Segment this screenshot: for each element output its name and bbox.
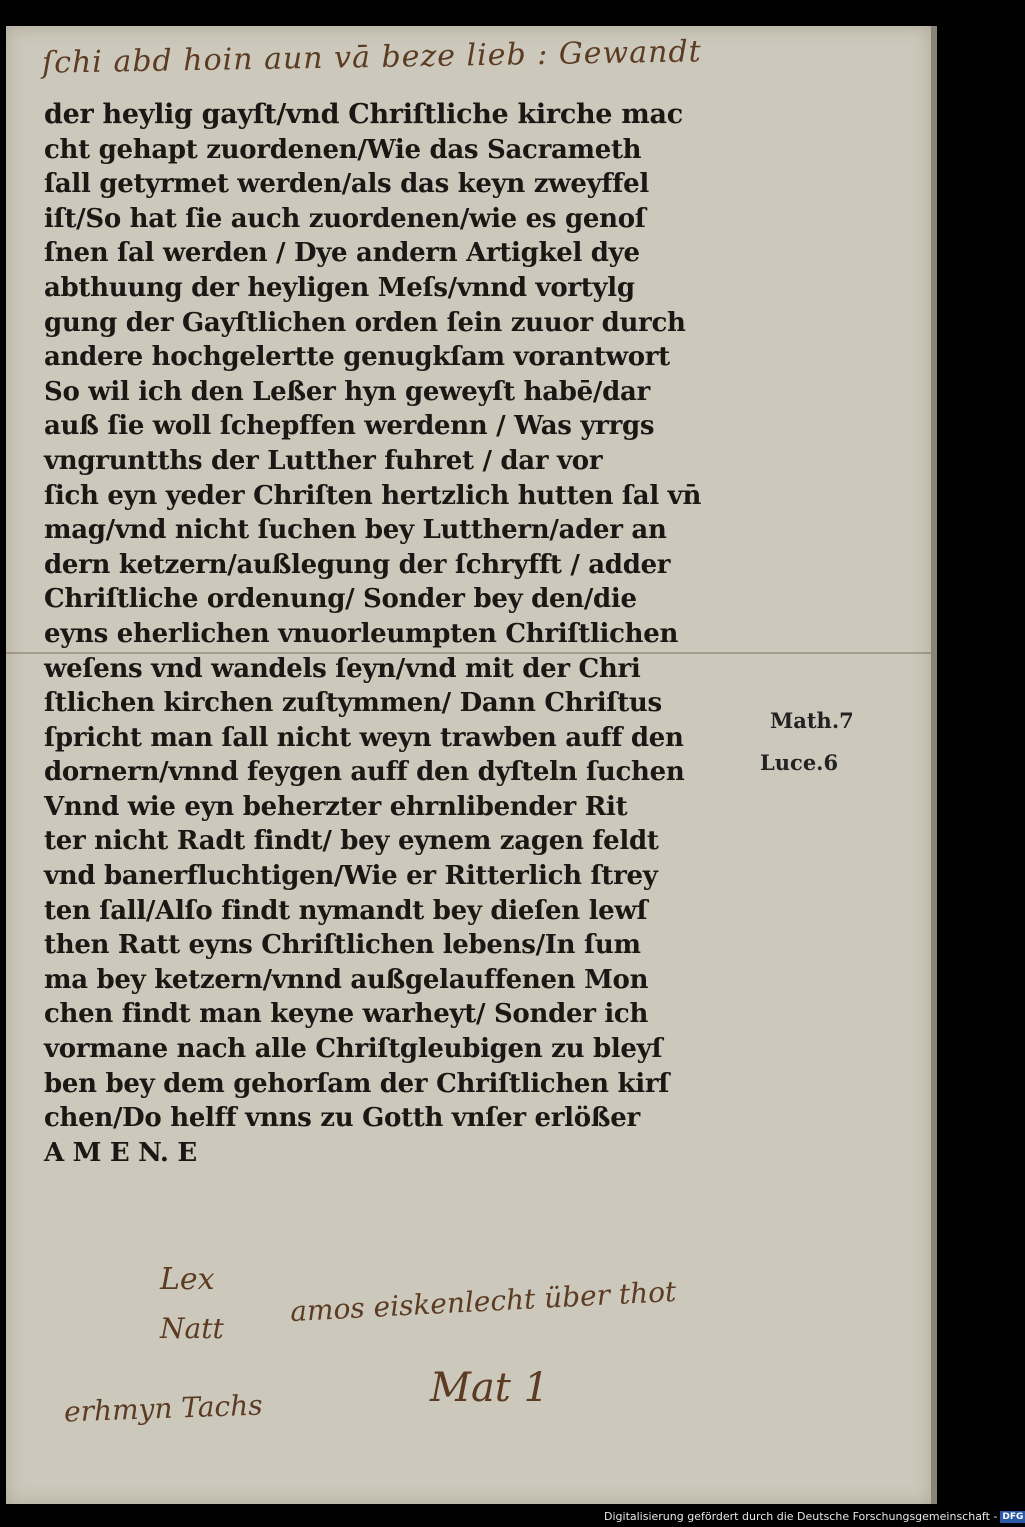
text-line: ma bey ketzern/vnnd außgelauffenen Mon: [44, 964, 649, 995]
text-line: Vnnd wie eyn beherzter ehrnlibender Rit: [44, 791, 628, 822]
handwritten-note-top: ſchi abd hoin aun vā beze lieb : Gewandt: [41, 34, 702, 81]
handwritten-note-bottom: amos eiskenlecht über thot: [289, 1274, 678, 1329]
handwritten-note-bottom: Natt: [160, 1312, 224, 1345]
text-line: chen/Do helff vnns zu Gotth vnſer erlößer: [44, 1103, 640, 1134]
text-line: mag/vnd nicht ſuchen bey Lutthern/ader an: [44, 515, 667, 546]
text-line: ſich eyn yeder Chriſten hertzlich hutten ſal vn̄: [44, 480, 702, 511]
text-line: A M E N. E: [44, 1137, 197, 1168]
text-line: abthuung der heyligen Meſs/vnnd vortylg: [44, 272, 635, 303]
marginal-reference: Math.7: [770, 708, 854, 733]
text-line: der heylig gayſt/vnd Chriſtliche kirche mac: [44, 99, 683, 130]
text-line: auß ſie woll ſchepffen werdenn / Was yrrgs: [44, 411, 655, 442]
text-line: iſt/So hat ſie auch zuordenen/wie es genoſ: [44, 203, 646, 234]
text-line: then Ratt eyns Chriſtlichen lebens/In ſum: [44, 930, 641, 961]
marginal-reference: Luce.6: [760, 750, 839, 775]
text-line: gung der Gayſtlichen orden ſein zuuor durch: [44, 307, 686, 338]
footer-text: Digitalisierung gefördert durch die Deutsche Forschungsgemeinschaft -: [604, 1510, 998, 1523]
text-line: ter nicht Radt findt/ bey eynem zagen feldt: [44, 826, 659, 857]
text-line: cht gehapt zuordenen/Wie das Sacrameth: [44, 134, 642, 165]
handwritten-note-bottom: Mat 1: [430, 1365, 550, 1411]
printed-text-block: [44, 98, 764, 1170]
text-line: vngruntths der Lutther fuhret / dar vor: [44, 445, 603, 476]
handwritten-note-bottom: erhmyn Tachs: [63, 1388, 264, 1429]
text-line: ſpricht man ſall nicht weyn trawben auff den: [44, 722, 684, 753]
text-line: dern ketzern/außlegung der ſchryfft / adder: [44, 549, 671, 580]
text-line: dornern/vnnd feygen auff den dyſteln ſuchen: [44, 757, 685, 788]
text-line: ten ſall/Alſo findt nymandt bey dieſen lewſ: [44, 895, 648, 926]
ink-line: [6, 652, 931, 654]
text-line: Chriſtliche ordenung/ Sonder bey den/die: [44, 584, 637, 615]
text-line: eyns eherlichen vnuorleumpten Chriſtlichen: [44, 618, 679, 649]
text-line: vormane nach alle Chriſtgleubigen zu bleyſ: [44, 1034, 663, 1065]
text-line: weſens vnd wandels ſeyn/vnd mit der Chri: [44, 653, 641, 684]
text-line: ſnen ſal werden / Dye andern Artigkel dye: [44, 238, 640, 269]
handwritten-note-bottom: Lex: [160, 1262, 215, 1297]
text-line: vnd banerfluchtigen/Wie er Ritterlich ſtrey: [44, 861, 658, 892]
text-line: ben bey dem gehorſam der Chriſtlichen kirſ: [44, 1068, 670, 1099]
text-line: chen findt man keyne warheyt/ Sonder ich: [44, 999, 649, 1030]
text-line: andere hochgelertte genugkſam vorantwort: [44, 342, 670, 373]
digitization-footer: [604, 1510, 1025, 1523]
text-line: ſtlichen kirchen zuſtymmen/ Dann Chriſtus: [44, 688, 662, 719]
page-edge: [931, 26, 937, 1504]
text-line: ſall getyrmet werden/als das keyn zweyffel: [44, 169, 649, 200]
dfg-logo-icon: DFG: [1002, 1512, 1024, 1522]
text-line: So wil ich den Leßer hyn geweyſt habē/dar: [44, 376, 650, 407]
